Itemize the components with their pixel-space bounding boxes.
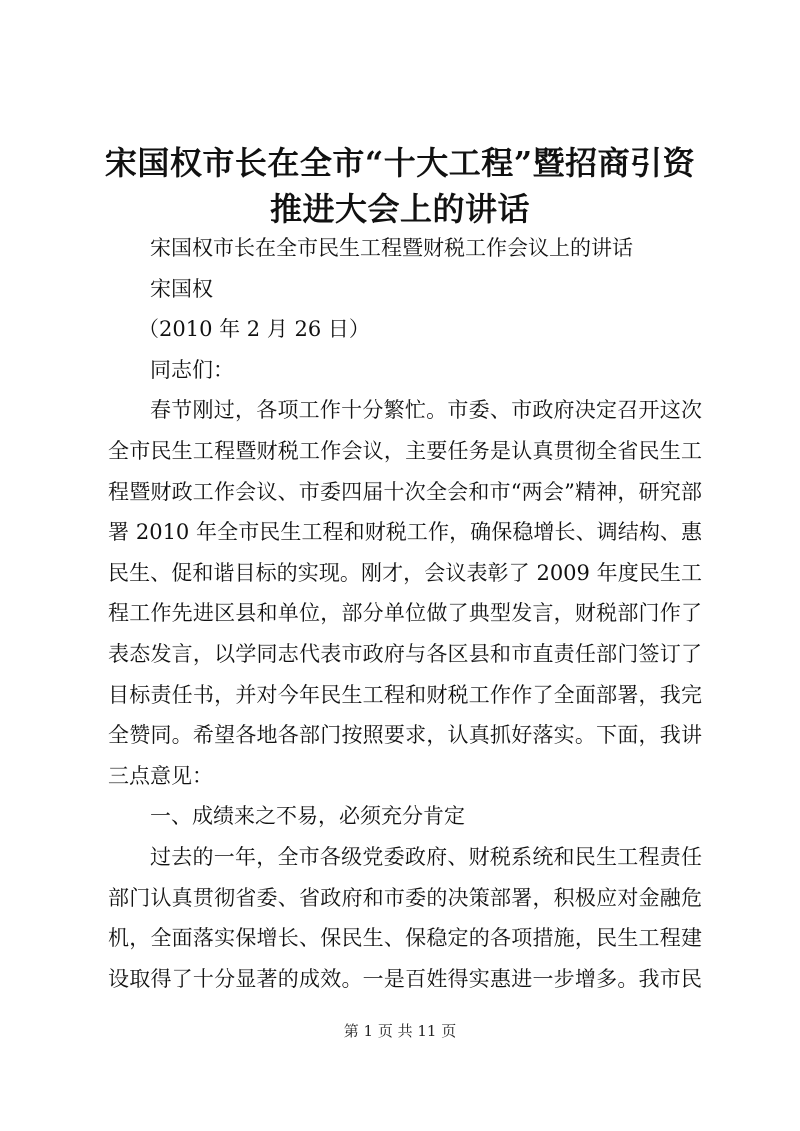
speech-date: （2010 年 2 月 26 日）: [138, 317, 370, 342]
document-title: 宋国权市长在全市“十大工程”暨招商引资推进大会上的讲话: [104, 144, 696, 228]
author-name: 宋国权: [150, 276, 213, 301]
paragraph-opening: 春节刚过，各项工作十分繁忙。市委、市政府决定召开这次全市民生工程暨财税工作会议，主要任务是认真贯彻全省民生工程暨财政工作会议、市委四届十次全会和市“两会”精神，研究部署 2010 年全市民生工程和财税工作，确保稳增长、调结构、惠民生、促和谐目标的实现。刚才，会议表彰了 2009 年度民生工程工作先进区县和单位，部分单位做了典型发言，财税部门作了表态发言，以学同志代表市政府与各区县和市直责任部门签订了目标责任书，并对今年民生工程和财税工作作了全面部署，我完全赞同。希望各地各部门按照要求，认真抓好落实。下面，我讲三点意见：: [108, 398, 702, 788]
document-body: [108, 228, 702, 999]
subtitle: 宋国权市长在全市民生工程暨财税工作会议上的讲话: [150, 236, 633, 260]
section-heading: 一、成绩来之不易，必须充分肯定: [150, 804, 465, 829]
page-footer: 第 1 页 共 11 页: [343, 1022, 457, 1040]
paragraph-achievements: 过去的一年，全市各级党委政府、财税系统和民生工程责任部门认真贯彻省委、省政府和市委的决策部署，积极应对金融危机，全面落实保增长、保民生、保稳定的各项措施，民生工程建设取得了十分显著的成效。一是百姓得实惠进一步增多。我市民: [108, 844, 702, 991]
salutation: 同志们：: [150, 357, 234, 382]
